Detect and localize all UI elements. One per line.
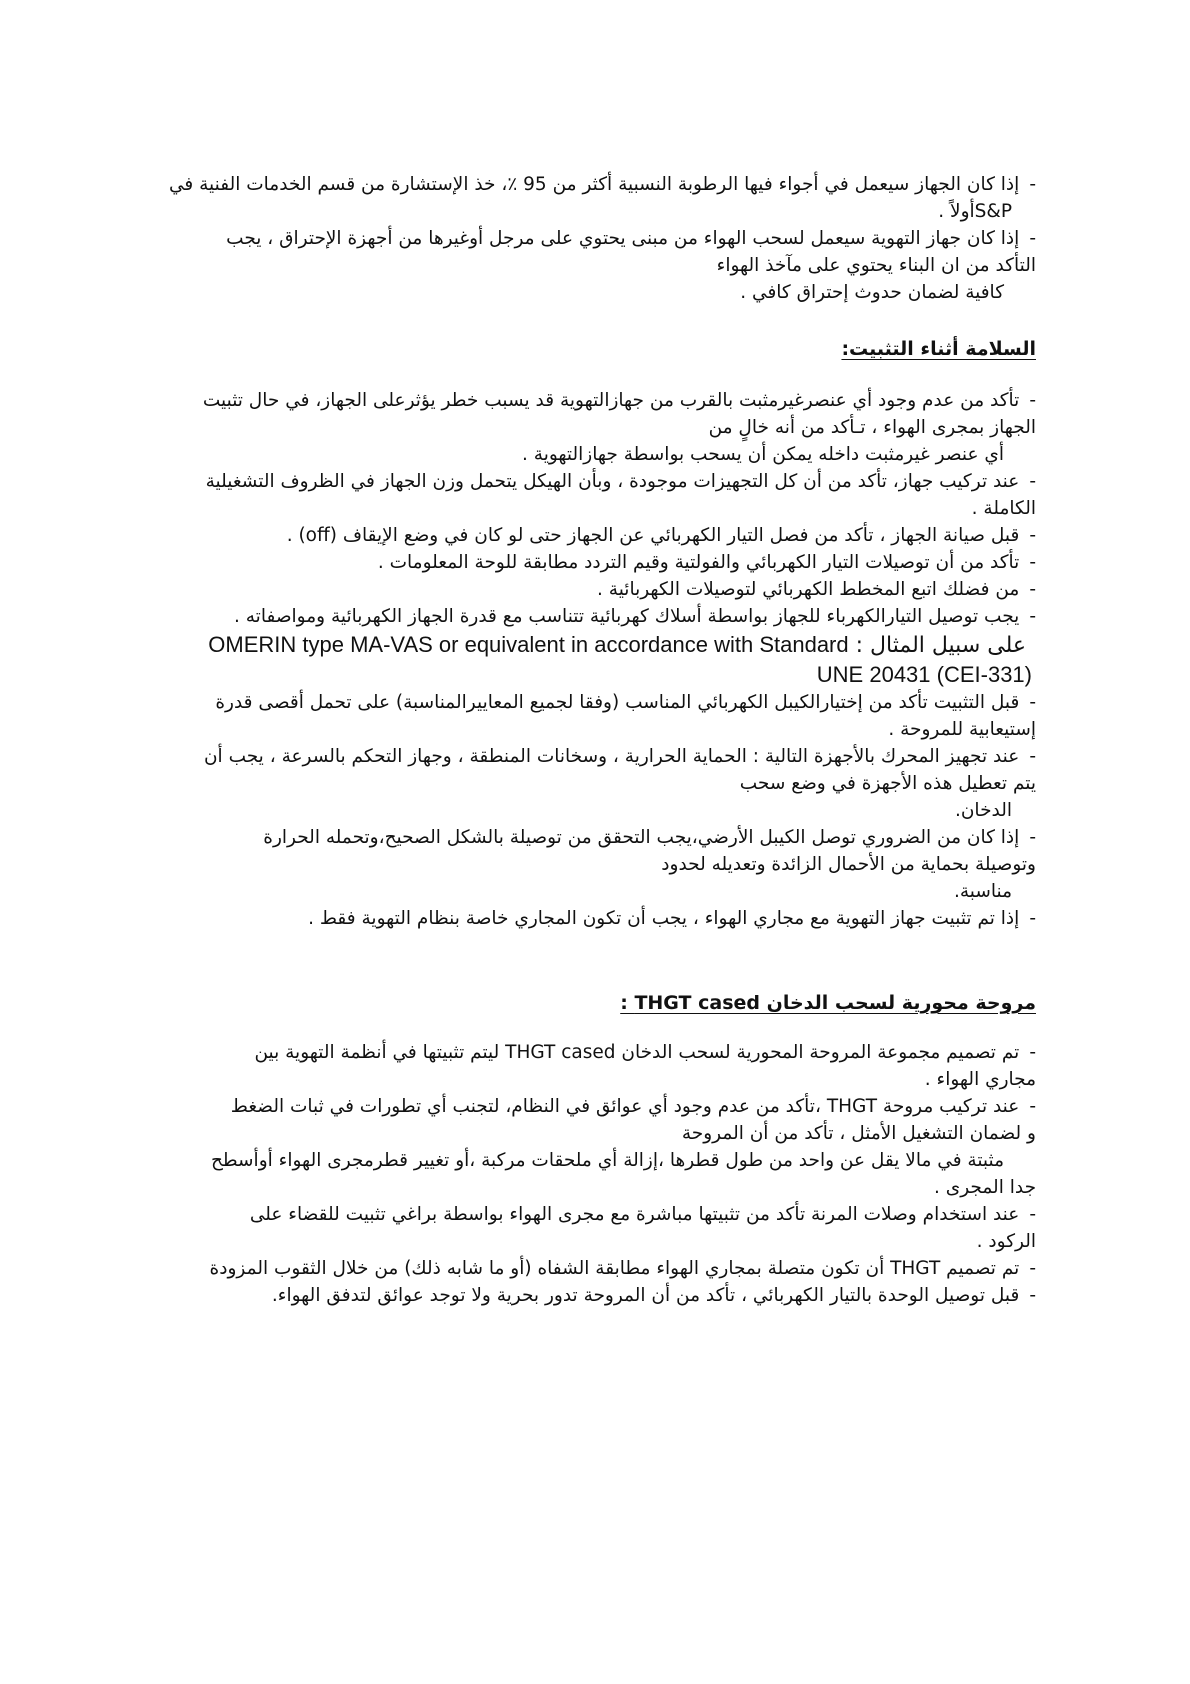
list-item-continuation: يتم تعطيل هذه الأجهزة في وضع سحب <box>739 773 1036 794</box>
list-item-continuation: جدا المجرى . <box>933 1177 1036 1198</box>
bullet-dash: - <box>1029 1042 1036 1063</box>
list-item <box>160 388 1036 414</box>
bullet-dash: - <box>1029 1096 1036 1117</box>
bullet-dash: - <box>1029 471 1036 492</box>
bullet-dash: - <box>1029 1258 1036 1279</box>
list-item-continuation: الركود . <box>976 1231 1036 1252</box>
bullet-dash: - <box>1029 692 1036 713</box>
list-item <box>160 604 1036 630</box>
section-heading-thgt: مروحة محورية لسحب الدخان THGT cased : <box>620 992 1036 1014</box>
bullet-dash: - <box>1029 552 1036 573</box>
list-item-text: عند تجهيز المحرك بالأجهزة التالية : الحماية الحرارية ، وسخانات المنطقة ، وجهاز التحكم بالسرعة ، يجب أن <box>203 746 1020 767</box>
example-label: على سبيل المثال : <box>855 633 1026 658</box>
list-item <box>160 906 1036 932</box>
list-item-text: عند تركيب جهاز، تأكد من أن كل التجهيزات موجودة ، وبأن الهيكل يتحمل وزن الجهاز في الظروف التشغيلية <box>205 471 1020 492</box>
list-item <box>160 550 1036 576</box>
cable-example <box>160 631 1036 660</box>
bullet-dash: - <box>1029 1204 1036 1225</box>
list-item <box>160 226 1036 252</box>
bullet-dash: - <box>1029 908 1036 929</box>
combustion-note: إذا كان جهاز التهوية سيعمل لسحب الهواء من مبنى يحتوي على مرجل أوغيرها من أجهزة الإحتراق ، يجب <box>226 228 1020 249</box>
list-item-text: قبل التثبيت تأكد من إختيارالكيبل الكهربائي المناسب (وفقا لجميع المعاييرالمناسبة) على تحمل أقصى قدرة <box>215 692 1020 713</box>
list-item-continuation: و لضمان التشغيل الأمثل ، تأكد من أن المروحة <box>681 1123 1036 1144</box>
bullet-dash: - <box>1029 746 1036 767</box>
list-item-continuation: التأكد من ان البناء يحتوي على مآخذ الهواء <box>716 255 1036 276</box>
list-item <box>160 523 1036 549</box>
list-item <box>160 172 1036 198</box>
list-item-continuation: مناسبة. <box>953 881 1012 902</box>
list-item-continuation: وتوصيلة بحماية من الأحمال الزائدة وتعديله لحدود <box>661 854 1036 875</box>
list-item-text: تم تصميم THGT أن تكون متصلة بمجاري الهواء مطابقة الشفاه (أو ما شابه ذلك) من خلال الثقوب المزودة <box>209 1258 1020 1279</box>
list-item-text: عند استخدام وصلات المرنة تأكد من تثبيتها مباشرة مع مجرى الهواء بواسطة براغي تثبيت للقضاء على <box>249 1204 1020 1225</box>
standard-line-wrap <box>160 661 1036 689</box>
list-item-continuation: إستيعابية للمروحة . <box>888 719 1036 740</box>
example-standard: UNE 20431 (CEI-331) <box>816 662 1032 687</box>
list-item-continuation: الدخان. <box>954 800 1012 821</box>
list-item <box>160 1202 1036 1228</box>
list-item <box>160 469 1036 495</box>
list-item-text: قبل صيانة الجهاز ، تأكد من فصل التيار الكهربائي عن الجهاز حتى لو كان في وضع الإيقاف (off) . <box>286 525 1020 546</box>
humidity-note: إذا كان الجهاز سيعمل في أجواء فيها الرطوبة النسبية أكثر من 95 ٪، خذ الإستشارة من قسم الخدمات الفنية في <box>168 174 1020 195</box>
list-item-continuation: أي عنصر غيرمثبت داخله يمكن أن يسحب بواسطة جهازالتهوية . <box>522 444 1004 465</box>
list-item-continuation: مثبتة في مالا يقل عن واحد من طول قطرها ،إزالة أي ملحقات مركبة ،أو تغيير قطرمجرى الهواء أوأسطح <box>210 1150 1004 1171</box>
bullet-dash: - <box>1029 579 1036 600</box>
list-item-text: تأكد من عدم وجود أي عنصرغيرمثبت بالقرب من جهازالتهوية قد يسبب خطر يؤثرعلى الجهاز، في حال تثبيت <box>202 390 1020 411</box>
list-item-text: عند تركيب مروحة THGT ،تأكد من عدم وجود أي عوائق في النظام، لتجنب أي تطورات في ثبات الضغط <box>230 1096 1020 1117</box>
bullet-dash: - <box>1029 827 1036 848</box>
list-item-continuation: الكاملة . <box>971 498 1036 519</box>
bullet-dash: - <box>1029 1285 1036 1306</box>
list-item-text: إذا كان من الضروري توصل الكيبل الأرضي،يجب التحقق من توصيلة بالشكل الصحيح،وتحمله الحرارة <box>263 827 1020 848</box>
list-item <box>160 1040 1036 1066</box>
bullet-dash: - <box>1029 525 1036 546</box>
list-item-text: تم تصميم مجموعة المروحة المحورية لسحب الدخان THGT cased ليتم تثبيتها في أنظمة التهوية بين <box>254 1042 1020 1063</box>
list-item <box>160 577 1036 603</box>
example-cable-type: OMERIN type MA-VAS or equivalent in accordance with Standard <box>208 632 849 657</box>
list-item-continuation: مجاري الهواء . <box>924 1069 1036 1090</box>
list-item <box>160 1283 1036 1309</box>
list-item-continuation: الجهاز بمجرى الهواء ، تـأكد من أنه خالٍ من <box>708 417 1036 438</box>
list-item-text: يجب توصيل التيارالكهرباء للجهاز بواسطة أسلاك كهربائية تتناسب مع قدرة الجهاز الكهربائية ومواصفاته . <box>234 606 1020 627</box>
document-body <box>160 172 1036 1310</box>
list-item-continuation: كافية لضمان حدوث إحتراق كافي . <box>740 282 1004 303</box>
section-heading-safety: السلامة أثناء التثبيت: <box>841 338 1036 360</box>
list-item-text: إذا تم تثبيت جهاز التهوية مع مجاري الهواء ، يجب أن تكون المجاري خاصة بنظام التهوية فقط . <box>308 908 1020 929</box>
list-item <box>160 1256 1036 1282</box>
list-item-text: قبل توصيل الوحدة بالتيار الكهربائي ، تأكد من أن المروحة تدور بحرية ولا توجد عوائق لتدفق الهواء. <box>271 1285 1020 1306</box>
list-item-text: تأكد من أن توصيلات التيار الكهربائي والفولتية وقيم التردد مطابقة للوحة المعلومات . <box>377 552 1020 573</box>
list-item <box>160 744 1036 770</box>
bullet-dash: - <box>1029 174 1036 195</box>
bullet-dash: - <box>1029 390 1036 411</box>
list-item-text: من فضلك اتبع المخطط الكهربائي لتوصيلات الكهربائية . <box>597 579 1020 600</box>
list-item <box>160 825 1036 851</box>
bullet-dash: - <box>1029 228 1036 249</box>
list-item <box>160 690 1036 716</box>
list-item-continuation: S&Pأولاً . <box>938 201 1012 222</box>
list-item <box>160 1094 1036 1120</box>
bullet-dash: - <box>1029 606 1036 627</box>
